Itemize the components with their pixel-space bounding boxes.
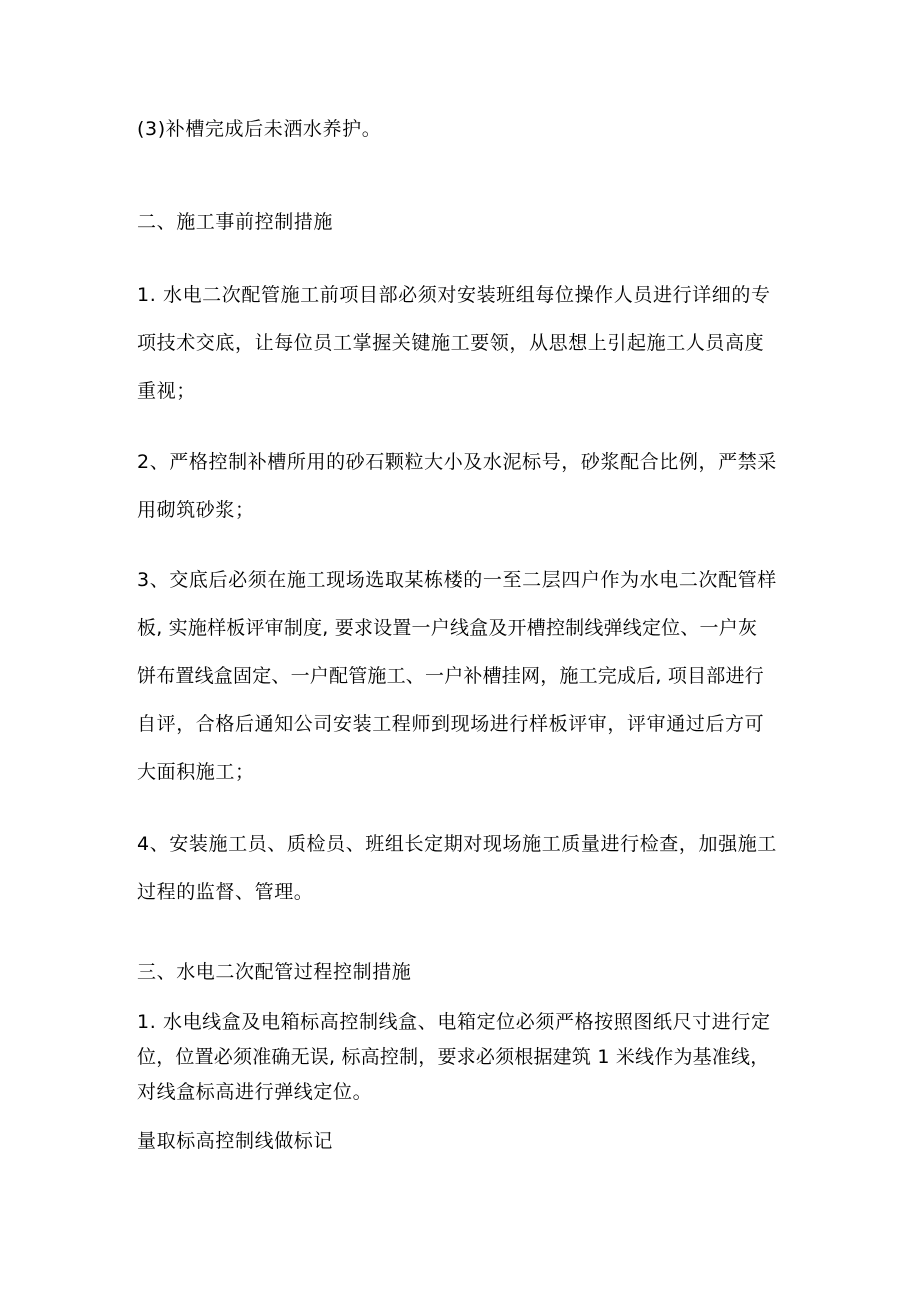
section-heading-2: 二、施工事前控制措施 (137, 211, 334, 233)
paragraph-line-6: 2、严格控制补槽所用的砂石颗粒大小及水泥标号，砂浆配合比例，严禁采 (137, 451, 777, 473)
paragraph-line-1: (3)补槽完成后未洒水养护。 (137, 118, 382, 140)
paragraph-line-4: 项技术交底，让每位员工掌握关键施工要领，从思想上引起施工人员高度 (137, 332, 765, 354)
paragraph-line-8: 3、交底后必须在施工现场选取某栋楼的一至二层四户作为水电二次配管样 (137, 569, 777, 591)
paragraph-line-11: 自评，合格后通知公司安装工程师到现场进行样板评审，评审通过后方可 (137, 713, 765, 735)
paragraph-line-10: 饼布置线盒固定、一户配管施工、一户补槽挂网，施工完成后, 项目部进行 (137, 665, 764, 687)
paragraph-line-3: 1. 水电二次配管施工前项目部必须对安装班组每位操作人员进行详细的专 (137, 284, 771, 306)
paragraph-line-14: 过程的监督、管理。 (137, 881, 314, 903)
paragraph-line-12: 大面积施工； (137, 761, 255, 783)
paragraph-line-7: 用砌筑砂浆； (137, 499, 255, 521)
paragraph-line-18: 对线盒标高进行弹线定位。 (137, 1081, 373, 1103)
paragraph-line-17: 位，位置必须准确无误, 标高控制，要求必须根据建筑 1 米线作为基准线， (137, 1046, 770, 1068)
section-heading-15: 三、水电二次配管过程控制措施 (137, 961, 412, 983)
paragraph-line-16: 1. 水电线盒及电箱标高控制线盒、电箱定位必须严格按照图纸尺寸进行定 (137, 1011, 771, 1033)
paragraph-line-5: 重视； (137, 380, 196, 402)
paragraph-line-9: 板, 实施样板评审制度, 要求设置一户线盒及开槽控制线弹线定位、一户灰 (137, 617, 758, 639)
paragraph-line-19: 量取标高控制线做标记 (137, 1130, 334, 1152)
paragraph-line-13: 4、安装施工员、质检员、班组长定期对现场施工质量进行检查，加强施工 (137, 833, 777, 855)
